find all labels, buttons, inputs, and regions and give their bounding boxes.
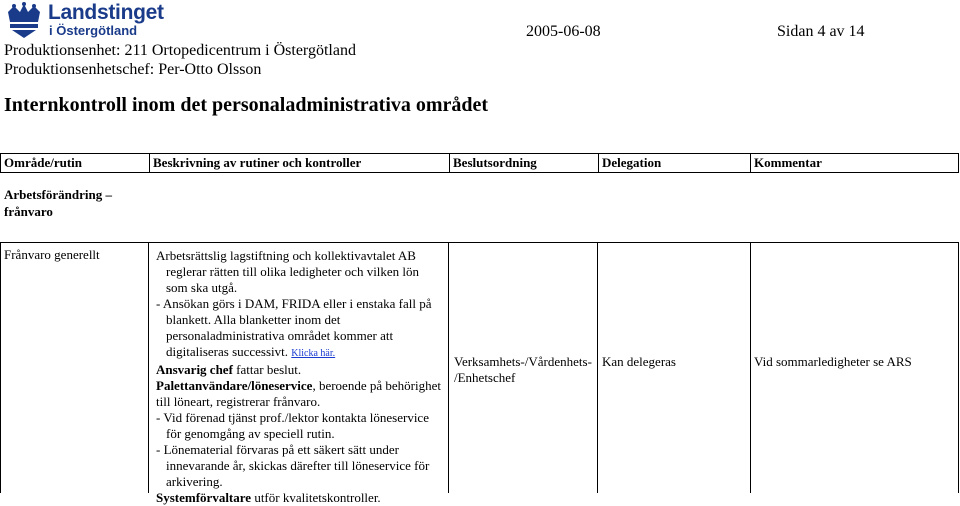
column-header-decision: Beslutsordning (449, 154, 598, 172)
cell-description (148, 243, 448, 505)
desc-text: utför kvalitetskontroller. (251, 490, 381, 505)
page-title: Internkontroll inom det personaladministrativa området (4, 94, 489, 116)
desc-line: för genomgång av speciell rutin. (166, 426, 335, 441)
table-header-row (0, 153, 959, 173)
responsible-role: Ansvarig chef (156, 362, 233, 377)
column-header-description: Beskrivning av rutiner och kontroller (149, 154, 449, 172)
column-header-delegation: Delegation (598, 154, 750, 172)
desc-text: fattar beslut. (232, 362, 302, 377)
landstinget-logo (4, 1, 164, 40)
table-row (0, 242, 959, 505)
section-heading-line2: frånvaro (4, 204, 53, 219)
desc-line: reglerar rätten till olika ledigheter och vilken lön (166, 264, 420, 279)
desc-text: , beroende på behörighet (312, 378, 441, 393)
desc-line: Arbetsrättslig lagstiftning och kollektivavtalet AB (156, 248, 416, 263)
cell-area: Frånvaro generellt (4, 247, 100, 262)
column-header-area: Område/rutin (4, 155, 82, 170)
column-header-comment: Kommentar (750, 154, 958, 172)
desc-line: som ska utgå. (166, 280, 238, 295)
logo-wordmark: Landstinget (48, 1, 164, 24)
desc-line: arkivering. (166, 474, 223, 489)
section-heading (4, 186, 134, 220)
responsible-role: Palettanvändare/löneservice (156, 378, 313, 393)
header-date: 2005-06-08 (526, 23, 601, 40)
desc-line (156, 362, 442, 378)
page-indicator: Sidan 4 av 14 (777, 23, 865, 40)
decision-line: Verksamhets-/Vårdenhets- (454, 354, 592, 369)
desc-line: - Ansökan görs i DAM, FRIDA eller i enstaka fall på (156, 296, 432, 311)
decision-line: /Enhetschef (454, 370, 516, 385)
desc-line (156, 490, 442, 506)
cell-decision (448, 243, 597, 493)
desc-line: - Vid förenad tjänst prof./lektor kontakta löneservice (156, 410, 429, 425)
desc-line: till löneart, registrerar frånvaro. (156, 394, 321, 409)
desc-line: - Lönematerial förvaras på ett säkert sätt under (156, 442, 399, 457)
logo-subline: i Östergötland (49, 23, 138, 38)
desc-line (156, 378, 442, 394)
desc-line: personaladministrativa området kommer att (166, 328, 394, 343)
cell-delegation: Kan delegeras (597, 243, 750, 493)
desc-text: digitaliseras successivt. (166, 344, 289, 359)
desc-line: innevarande år, skickas därefter till löneservice för (166, 458, 430, 473)
production-unit-chief: Produktionsenhetschef: Per-Otto Olsson (4, 61, 262, 78)
section-heading-line1: Arbetsförändring – (4, 187, 112, 202)
crown-icon (4, 2, 44, 40)
desc-line: blankett. Alla blanketter inom det (166, 312, 341, 327)
desc-line (156, 344, 442, 362)
responsible-role: Systemförvaltare (156, 490, 252, 505)
production-unit: Produktionsenhet: 211 Ortopedicentrum i Östergötland (4, 42, 356, 59)
click-here-link[interactable]: Klicka här. (291, 348, 336, 359)
cell-comment: Vid sommarledigheter se ARS (750, 243, 958, 493)
